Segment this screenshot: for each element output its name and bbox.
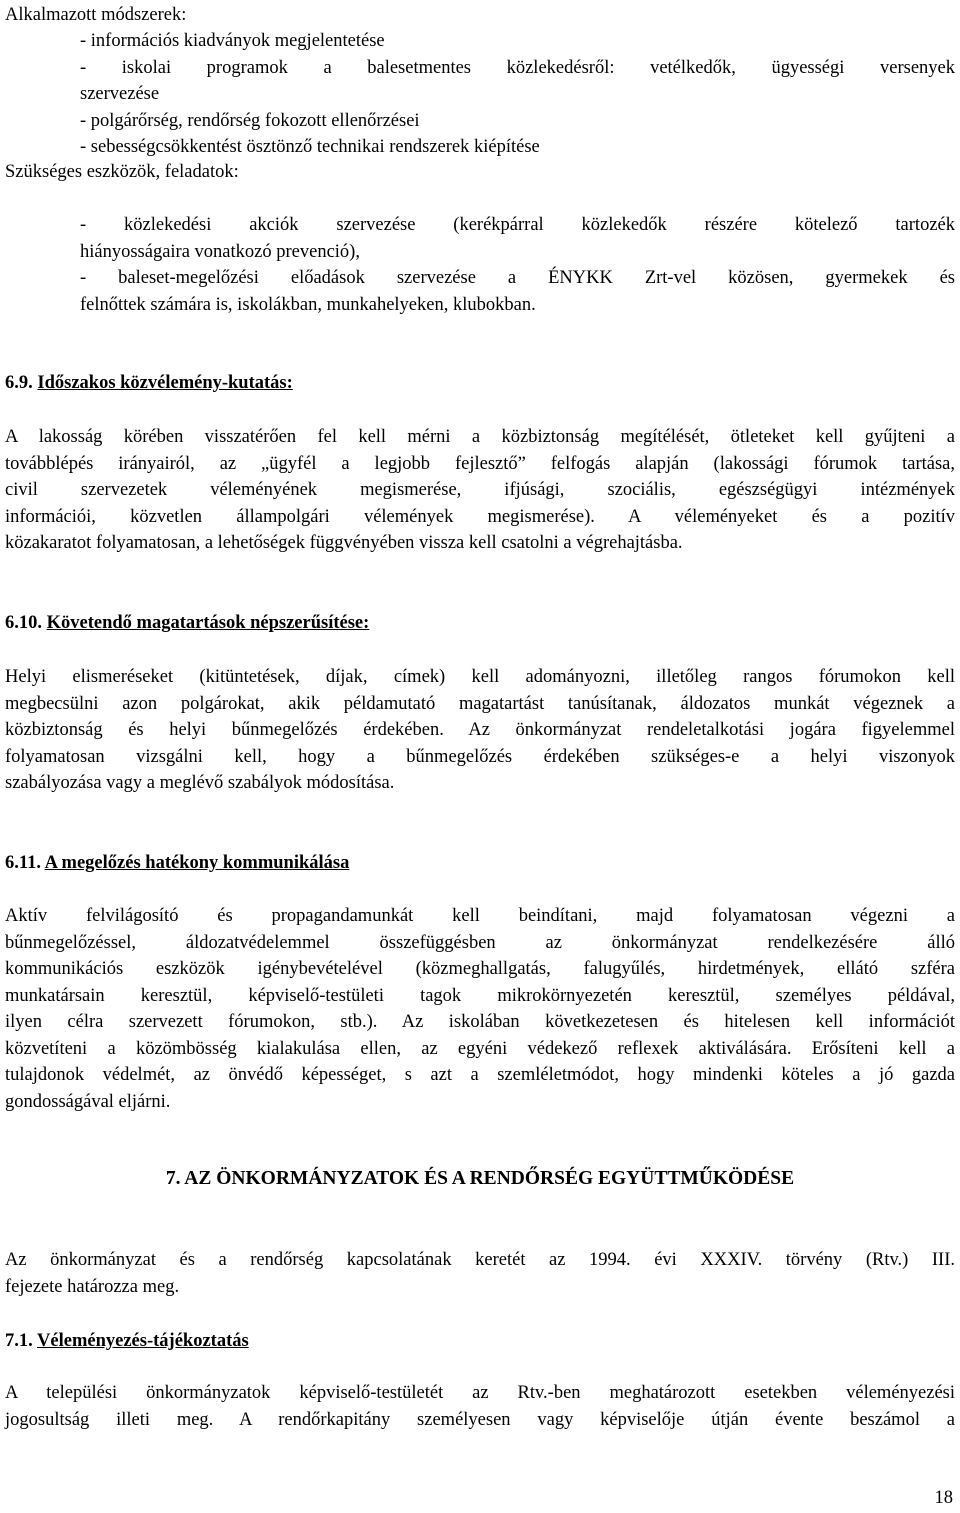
section-number: 7.1. [5, 1331, 33, 1351]
text-line: kommunikációs eszközök igénybevételével (közmeghallgatás, falugyűlés, hirdetmények, ellátó szféra [5, 959, 955, 979]
list-item: - iskolai programok a balesetmentes közlekedésről: vetélkedők, ügyességi versenyek [80, 57, 955, 78]
methods-title: Alkalmazott módszerek: [5, 5, 187, 25]
list-item: - információs kiadványok megjelentetése [80, 31, 385, 51]
text-line: közbiztonság és helyi bűnmegelőzés érdekében. Az önkormányzat rendeletalkotási jogára figyelemmel [5, 720, 955, 740]
list-item: - baleset-megelőzési előadások szervezése a ÉNYKK Zrt-vel közösen, gyermekek és [80, 268, 955, 288]
text-line: bűnmegelőzéssel, áldozatvédelemmel összefüggésben az önkormányzat rendelkezésére álló [5, 932, 955, 953]
chapter-title-7: 7. AZ ÖNKORMÁNYZATOK ÉS A RENDŐRSÉG EGYÜTTMŰKÖDÉSE [165, 1168, 795, 1189]
page-number: 18 [934, 1488, 953, 1508]
section-title: A megelőzés hatékony kommunikálása [44, 853, 350, 873]
text-line: továbblépés irányairól, az „ügyfél a legjobb fejlesztő” felfogás alapján (lakossági fórumok tartása, [5, 453, 955, 474]
tools-list [80, 212, 955, 318]
section-heading-6-11 [5, 850, 955, 877]
tools-title: Szükséges eszközök, feladatok: [5, 162, 239, 182]
list-item: - sebességcsökkentést ösztönző technikai rendszerek kiépítése [80, 137, 540, 157]
text-line: információi, közvetlen állampolgári vélemények megismerése). A véleményeket és a pozitív [5, 506, 955, 527]
section-number: 6.10. [5, 613, 42, 633]
paragraph-7-1 [5, 1380, 955, 1433]
section-heading-7-1 [5, 1328, 955, 1355]
text-line: Aktív felvilágosító és propagandamunkát kell beindítani, majd folyamatosan végezni a [5, 906, 955, 926]
section-heading-6-9 [5, 370, 955, 397]
list-item: hiányosságaira vonatkozó prevenció), [80, 241, 360, 262]
text-line: ilyen célra szervezett fórumokon, stb.). Az iskolában következetesen és hitelesen kell információt [5, 1012, 955, 1032]
text-line: fejezete határozza meg. [5, 1276, 180, 1297]
section-title: Véleményezés-tájékoztatás [37, 1331, 249, 1351]
text-line: A lakosság körében visszatérően fel kell mérni a közbiztonság megítélését, ötleteket kell gyűjteni a [5, 427, 955, 447]
text-line: tulajdonok védelmét, az önvédő képességet, s azt a szemléletmódot, hogy mindenki köteles a jó gazda [5, 1065, 955, 1085]
text-line: közvetíteni a közömbösség kialakulása ellen, az egyéni védekező reflexek aktiválására. Erősíteni kell a [5, 1038, 955, 1059]
list-item: szervezése [80, 84, 160, 104]
section-number: 6.11. [5, 853, 41, 873]
paragraph-7 [5, 1247, 955, 1300]
text-line: szabályozása vagy a meglévő szabályok módosítása. [5, 773, 395, 793]
text-line: A települési önkormányzatok képviselő-testületét az Rtv.-ben meghatározott esetekben véleményezési [5, 1383, 955, 1403]
section-title: Követendő magatartások népszerűsítése: [46, 613, 370, 633]
text-line: munkatársain keresztül, képviselő-testületi tagok mikrokörnyezetén keresztül, személyes példával, [5, 985, 955, 1006]
text-line: közakaratot folyamatosan, a lehetőségek függvényében vissza kell csatolni a végrehajtásba. [5, 533, 683, 553]
methods-list [80, 28, 955, 161]
text-line: Az önkormányzat és a rendőrség kapcsolatának keretét az 1994. évi XXXIV. törvény (Rtv.) III. [5, 1250, 955, 1270]
paragraph-6-9 [5, 424, 955, 557]
paragraph-6-10 [5, 664, 955, 797]
text-line: Helyi elismeréseket (kitüntetések, díjak, címek) kell adományozni, illetőleg rangos fórumokon kell [5, 667, 955, 687]
text-line: folyamatosan vizsgálni kell, hogy a bűnmegelőzés érdekében szükséges-e a helyi viszonyok [5, 746, 955, 767]
text-line: jogosultság illeti meg. A rendőrkapitány személyesen vagy képviselője útján évente beszámol a [5, 1409, 955, 1430]
text-line: gondosságával eljárni. [5, 1091, 171, 1112]
text-line: civil szervezetek véleményének megismerése, ifjúsági, szociális, egészségügyi intézmények [5, 480, 955, 500]
list-item: - polgárőrség, rendőrség fokozott ellenőrzései [80, 110, 420, 131]
list-item: - közlekedési akciók szervezése (kerékpárral közlekedők részére kötelező tartozék [80, 215, 955, 235]
section-number: 6.9. [5, 373, 33, 393]
list-item: felnőttek számára is, iskolákban, munkahelyeken, klubokban. [80, 294, 536, 315]
paragraph-6-11 [5, 903, 955, 1115]
text-line: megbecsülni azon polgárokat, akik példamutató magatartást tanúsítanak, áldozatos munkát végeznek a [5, 693, 955, 714]
section-heading-6-10 [5, 610, 955, 637]
section-title: Időszakos közvélemény-kutatás: [37, 373, 293, 393]
